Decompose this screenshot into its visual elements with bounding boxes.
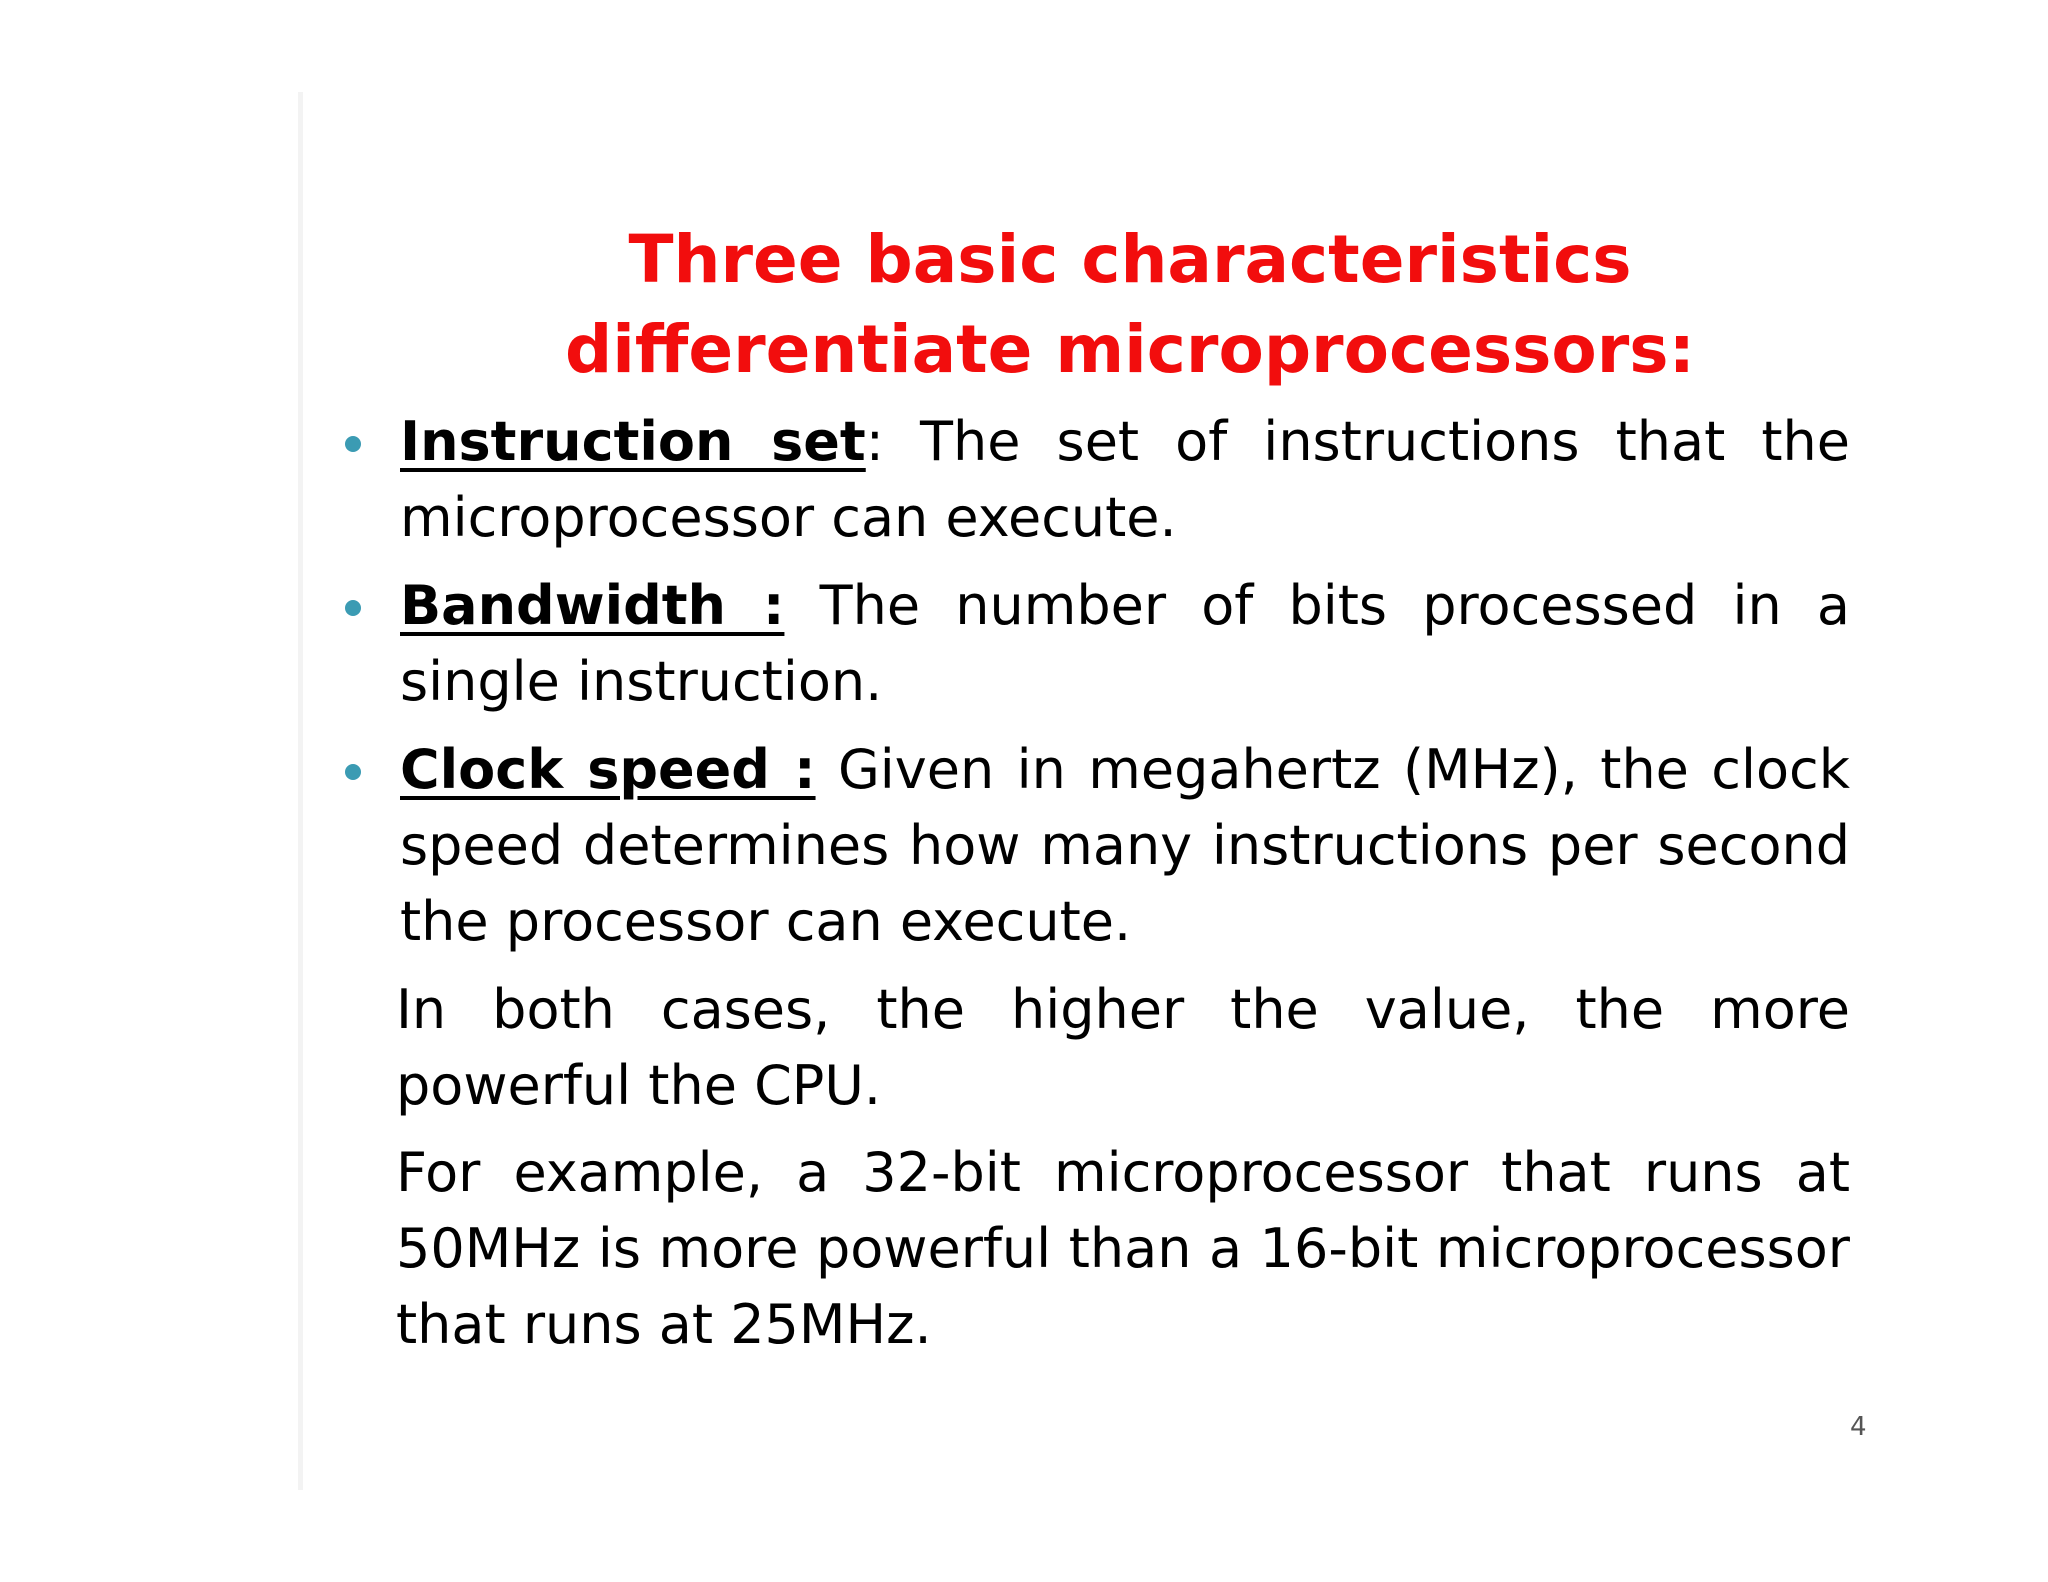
bullet-list [400,404,1850,972]
bullet-text: The set of instructions that the microprocessor can execute. [400,410,1850,549]
slide-left-border [298,92,303,1490]
slide-title: Three basic characteristics differentiate microprocessors: [565,221,1695,388]
bullet-term: Bandwidth : [400,574,785,637]
bullet-dot-icon [345,764,361,780]
bullet-item-bandwidth [400,568,1850,720]
bullet-item-clock-speed [400,732,1850,960]
bullet-term: Instruction set [400,410,866,473]
bullet-dot-icon [345,436,361,452]
bullet-item-instruction-set [400,404,1850,556]
bullet-text: Given in megahertz (MHz), the clock speed determines how many instructions per second the processor can execute. [400,738,1850,953]
paragraph-example: For example, a 32-bit microprocessor that runs at 50MHz is more powerful than a 16-bit microprocessor that runs at 25MHz. [396,1141,1850,1356]
paragraph-comparison: In both cases, the higher the value, the more powerful the CPU. [396,978,1850,1117]
bullet-term: Clock speed : [400,738,816,801]
bullet-text: The number of bits processed in a single instruction. [400,574,1850,713]
page-number: 4 [1850,1412,1867,1442]
bullet-separator: : [865,410,884,473]
bullet-dot-icon [345,600,361,616]
